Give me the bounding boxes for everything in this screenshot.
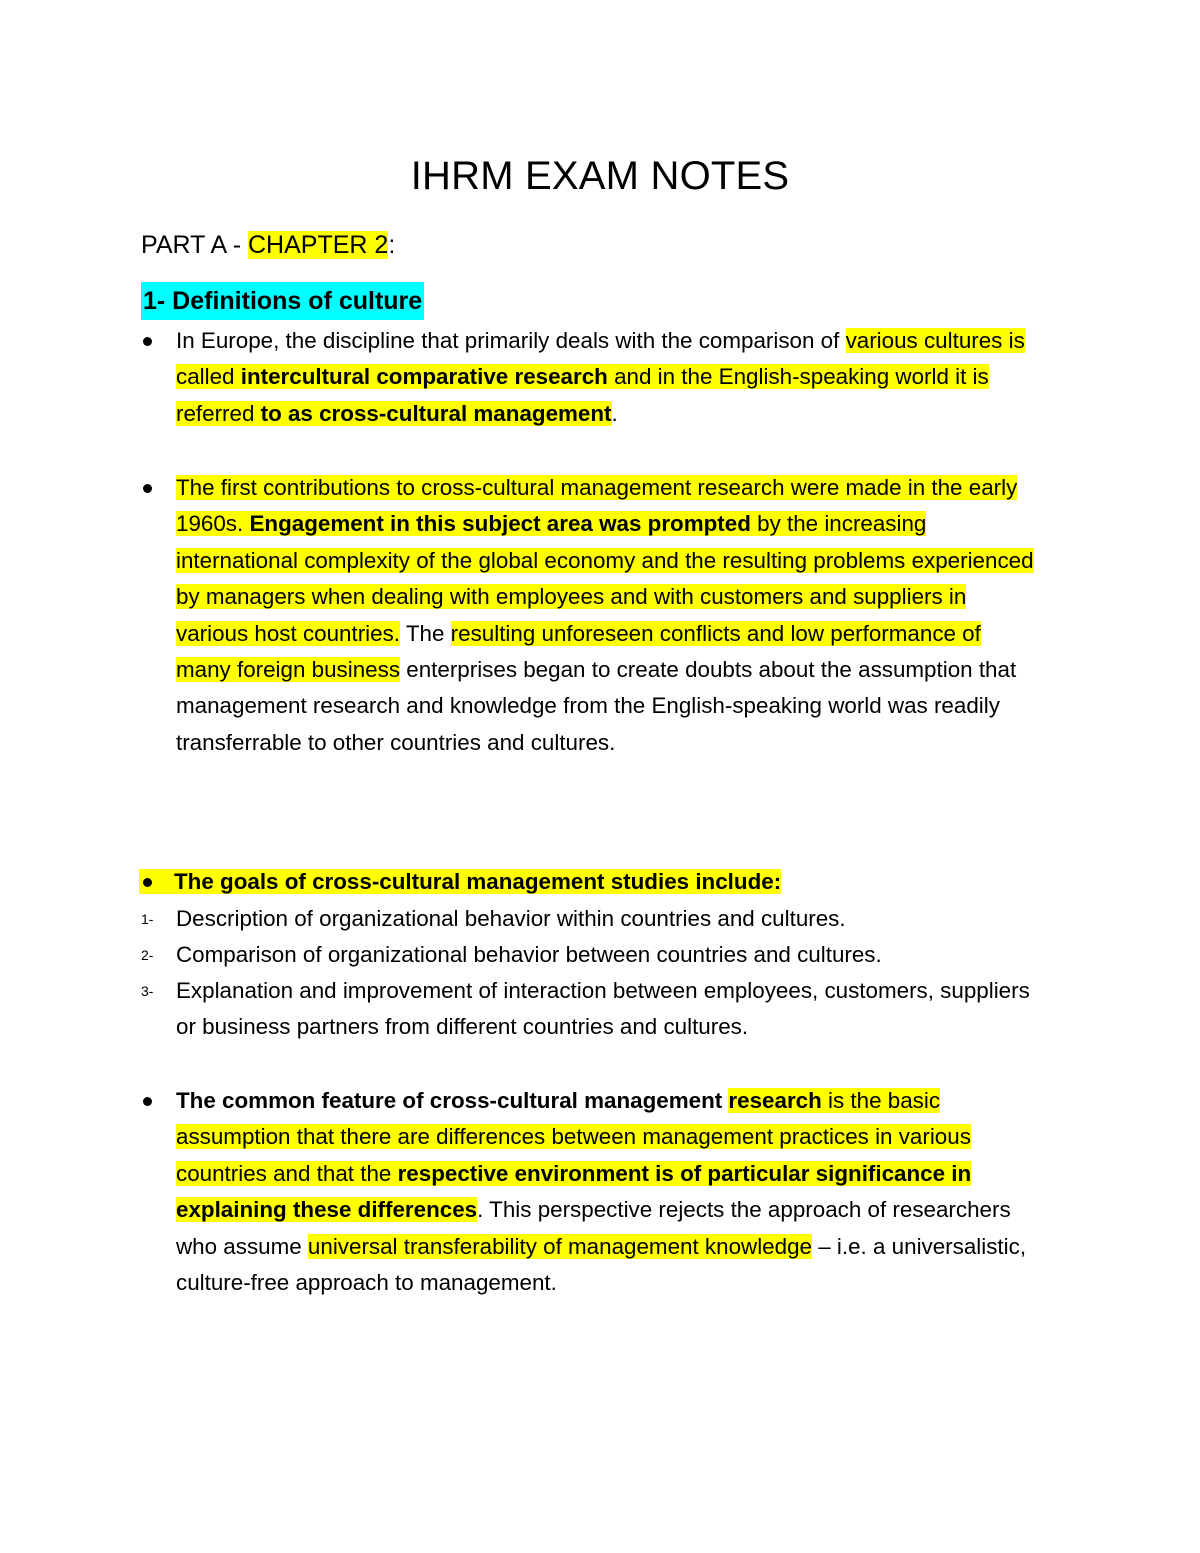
bullet-text [176,323,1041,432]
bold-highlighted-text: prompted [647,511,751,537]
item-number: 3- [141,983,154,999]
bullet-icon [143,878,152,887]
bold-highlighted-text: respective environment is of particular significance in explaining these differences [176,1160,972,1223]
item-text: Description of organizational behavior within countries and cultures. [176,906,846,931]
item-number: 1- [141,911,154,927]
text-run: . This perspective rejects the approach of researchers who assume [176,1197,1011,1259]
bullet-text [176,470,1041,761]
highlighted-text: by the increasing international complexity of the global economy and the resulting problems experienced by managers when dealing with employees and with customers and suppliers in various host countries. [176,511,1034,646]
text-run: In Europe, the discipline that primarily deals with the comparison of [176,328,846,353]
goal-item-3 [141,973,1041,1046]
highlighted-text: is the basic assumption that there are differences between management practices in various countries and that the [176,1088,971,1186]
bullet-text [141,864,1041,900]
text-run: The [400,620,451,646]
item-text: Comparison of organizational behavior between countries and cultures. [176,942,882,967]
text-run: – i.e. a universalistic, culture-free approach to management. [176,1233,1027,1296]
bullet-goals [141,864,1041,900]
bullet-icon [143,484,152,493]
bold-highlighted-text: intercultural comparative research [240,364,608,390]
item-number: 2- [141,947,154,963]
item-text: Explanation and improvement of interaction between employees, customers, suppliers or business partners from different countries and cultures. [176,978,1030,1040]
text-run: enterprises began to create doubts about the assumption that management research and knowledge from the English-speaking world was readily transferrable to other countries and cultures. [176,657,1017,755]
part-label: PART A - [141,231,248,259]
highlighted-text: universal transferability of management knowledge [307,1233,812,1259]
bold-text: The common feature of cross-cultural management [176,1088,729,1113]
bullet-first-contributions [141,470,1041,761]
goal-item-1 [141,901,1041,937]
bullet-definitions [141,323,1041,432]
text-run: . [611,400,618,426]
highlighted-text: resulting unforeseen conflicts and low performance of many foreign business [176,620,981,683]
bullet-icon [143,1097,152,1106]
goal-item-2 [141,937,1041,973]
highlighted-text: The first contributions to cross-cultural management research were made in the early 1960s. [176,475,1018,537]
highlighted-text: various cultures is called [176,328,1025,390]
bullet-icon [143,337,152,346]
chapter-label: CHAPTER 2 [248,231,389,259]
bold-highlighted-text: to as cross-cultural management [260,400,612,426]
document-title: IHRM EXAM NOTES [410,154,790,198]
bullet-common-feature [141,1083,1041,1301]
bold-highlighted-text: research [728,1088,822,1113]
goals-heading: The goals of cross-cultural management studies include: [139,869,781,894]
bold-highlighted-text: Engagement in this subject area was [249,511,648,537]
part-heading [141,227,395,263]
highlighted-text: and in the English-speaking world it is referred [176,364,989,426]
bullet-text [176,1083,1041,1301]
section-heading: 1- Definitions of culture [141,282,424,320]
part-heading-suffix: : [388,231,396,259]
